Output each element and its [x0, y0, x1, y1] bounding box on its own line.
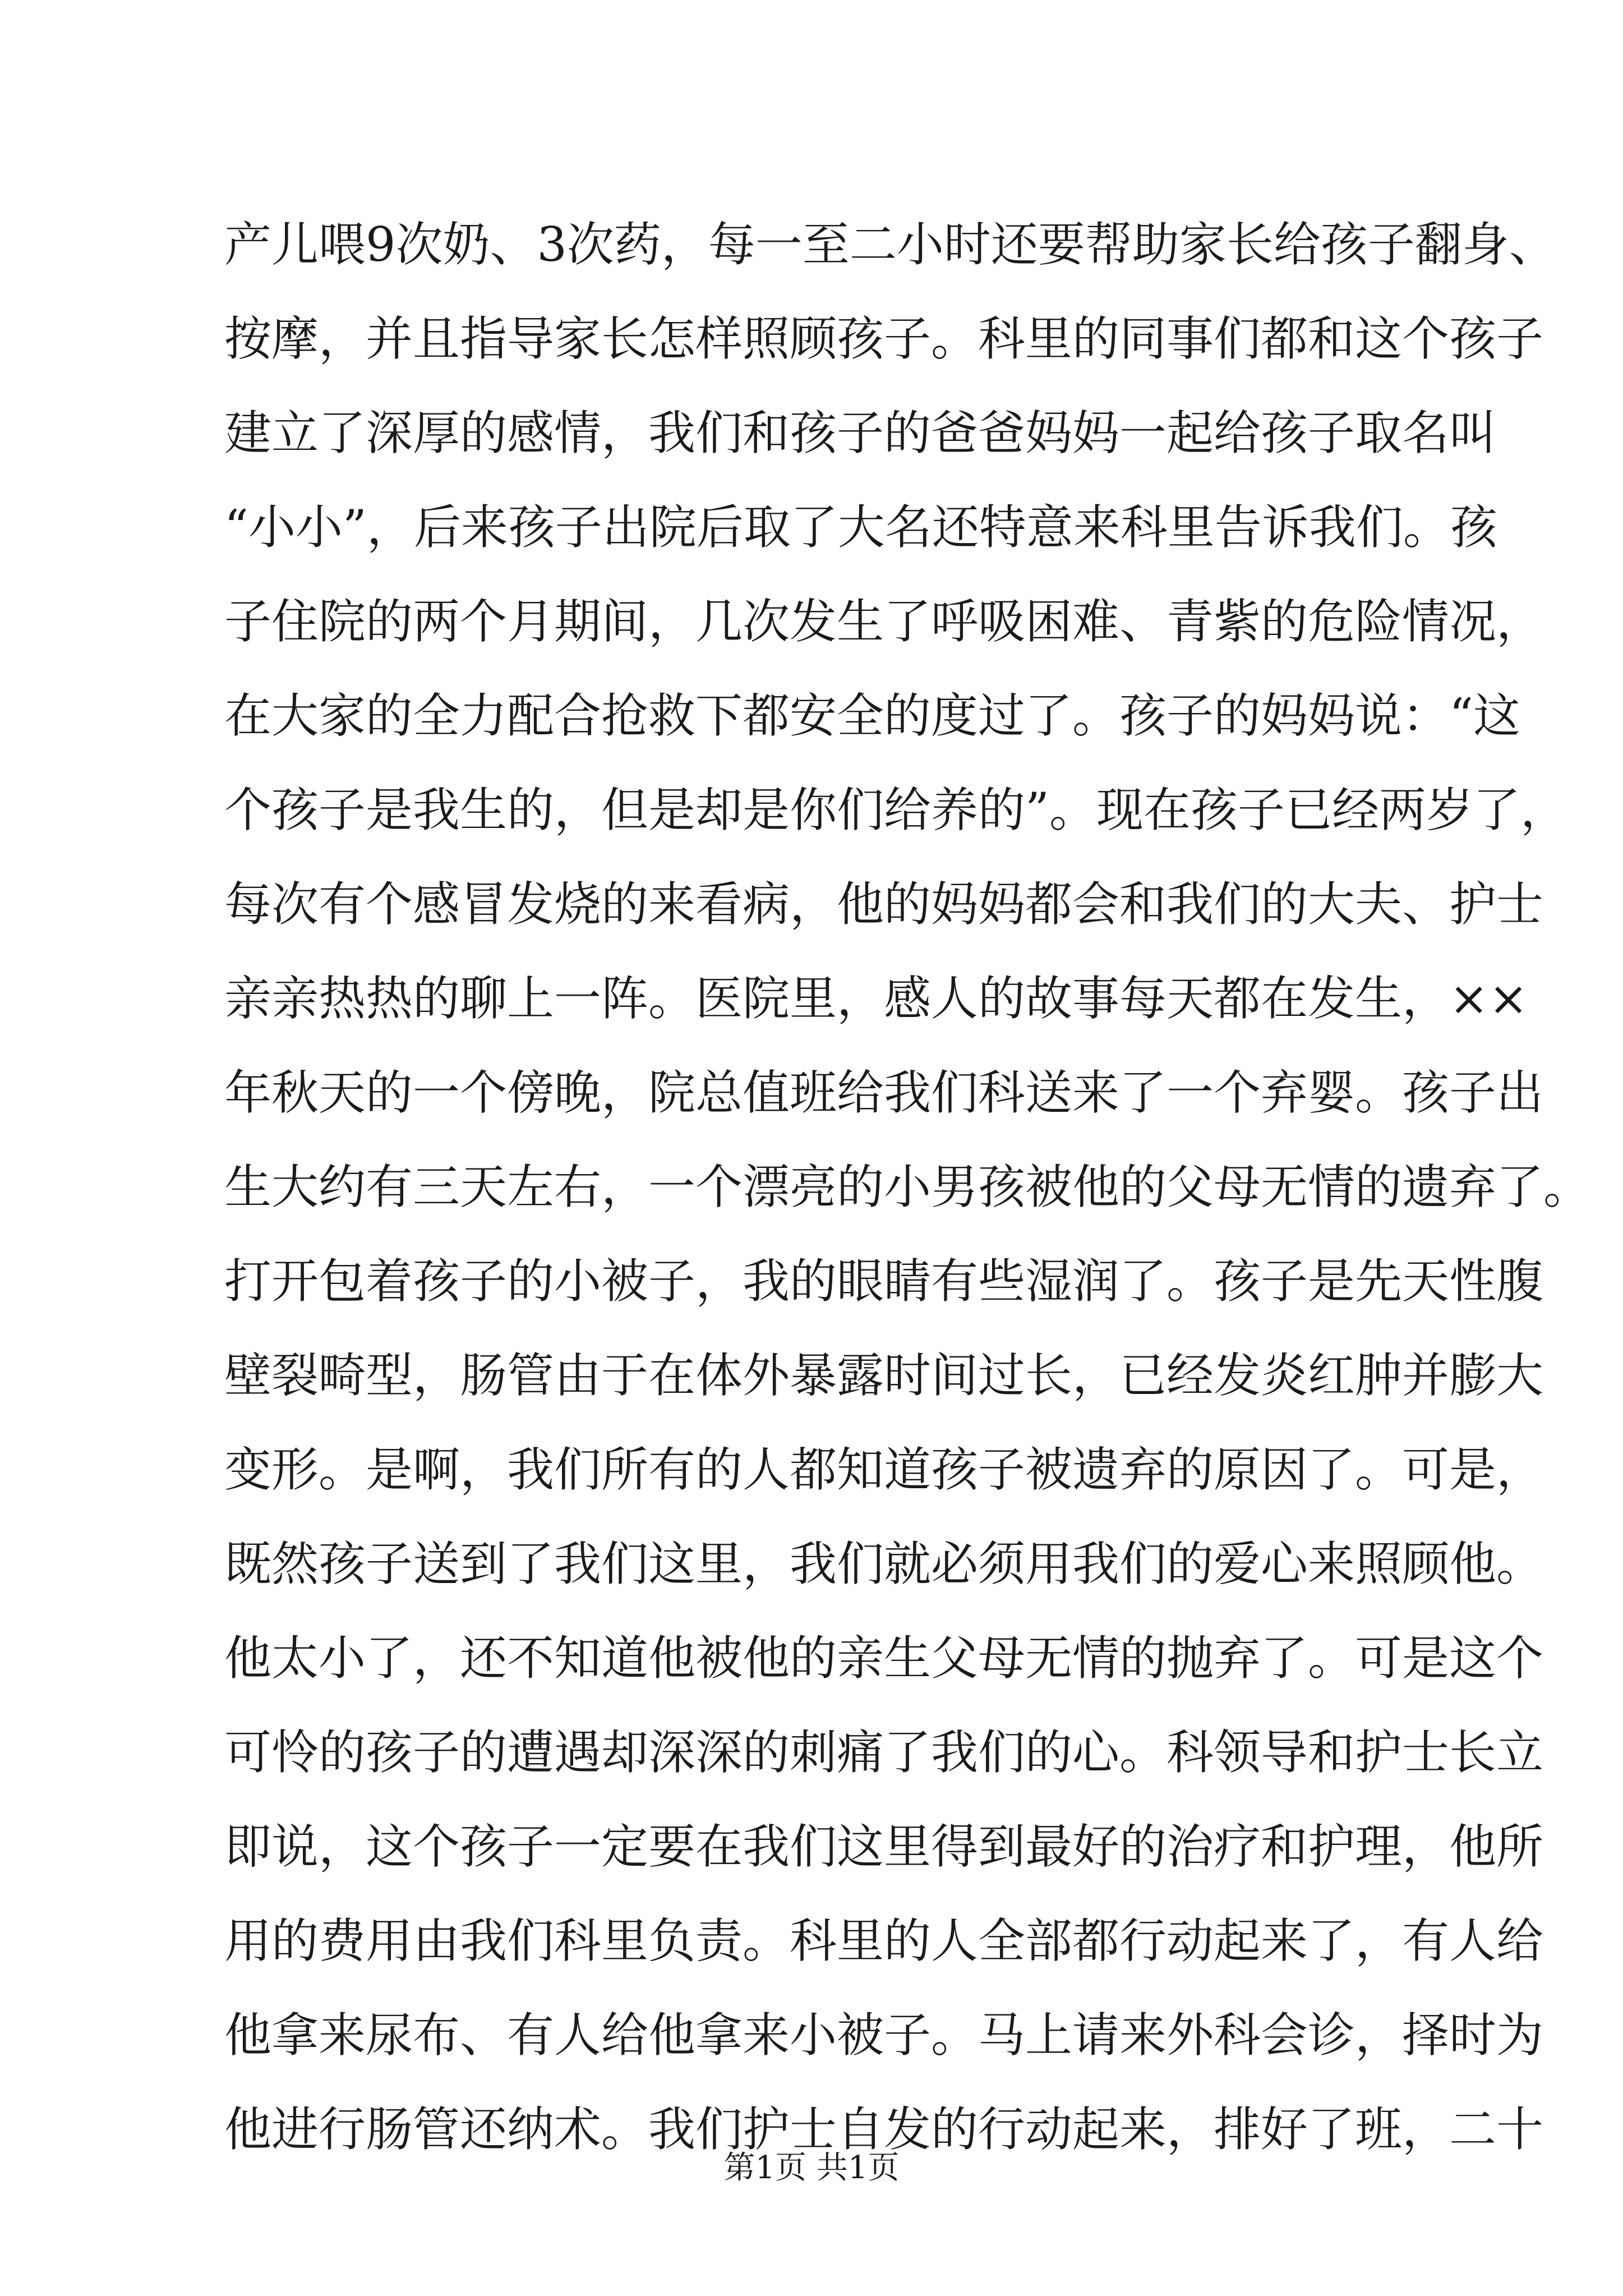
text-line: 他拿来尿布、有人给他拿来小被子。马上请来外科会诊，择时为: [224, 2008, 1544, 2063]
text-line: 变形。是啊，我们所有的人都知道孩子被遗弃的原因了。可是，: [224, 1442, 1544, 1497]
page-number-label: 第1页 共1页: [723, 2150, 900, 2186]
text-line: 他进行肠管还纳术。我们护士自发的行动起来，排好了班，二十: [224, 2102, 1544, 2157]
text-line: 生大约有三天左右，一个漂亮的小男孩被他的父母无情的遗弃了。: [224, 1159, 1591, 1214]
text-line: 亲亲热热的聊上一阵。医院里，感人的故事每天都在发生，××: [224, 971, 1528, 1026]
text-line: 建立了深厚的感情，我们和孩子的爸爸妈妈一起给孩子取名叫: [224, 406, 1497, 461]
text-line: 按摩，并且指导家长怎样照顾孩子。科里的同事们都和这个孩子: [224, 311, 1544, 366]
text-line: 产儿喂9次奶、3次药，每一至二小时还要帮助家长给孩子翻身、: [224, 217, 1556, 272]
text-line: 在大家的全力配合抢救下都安全的度过了。孩子的妈妈说：“这: [224, 688, 1520, 743]
page-footer: [0, 2143, 1623, 2188]
body-text: [224, 197, 1591, 2177]
text-line: 壁裂畸型，肠管由于在体外暴露时间过长，已经发炎红肿并膨大: [224, 1348, 1544, 1403]
text-line: 既然孩子送到了我们这里，我们就必须用我们的爱心来照顾他。: [224, 1536, 1544, 1591]
text-line: 年秋天的一个傍晚，院总值班给我们科送来了一个弃婴。孩子出: [224, 1065, 1544, 1120]
text-line: 他太小了，还不知道他被他的亲生父母无情的抛弃了。可是这个: [224, 1631, 1544, 1686]
text-line: 子住院的两个月期间，几次发生了呼吸困难、青紫的危险情况，: [224, 594, 1544, 649]
text-line: “小小”，后来孩子出院后取了大名还特意来科里告诉我们。孩: [224, 500, 1497, 555]
text-line: 即说，这个孩子一定要在我们这里得到最好的治疗和护理，他所: [224, 1819, 1544, 1874]
text-line: 每次有个感冒发烧的来看病，他的妈妈都会和我们的大夫、护士: [224, 877, 1544, 932]
text-line: 用的费用由我们科里负责。科里的人全部都行动起来了，有人给: [224, 1913, 1544, 1968]
text-line: 个孩子是我生的，但是却是你们给养的”。现在孩子已经两岁了，: [224, 783, 1567, 838]
text-line: 打开包着孩子的小被子，我的眼睛有些湿润了。孩子是先天性腹: [224, 1254, 1544, 1309]
text-line: 可怜的孩子的遭遇却深深的刺痛了我们的心。科领导和护士长立: [224, 1725, 1544, 1780]
